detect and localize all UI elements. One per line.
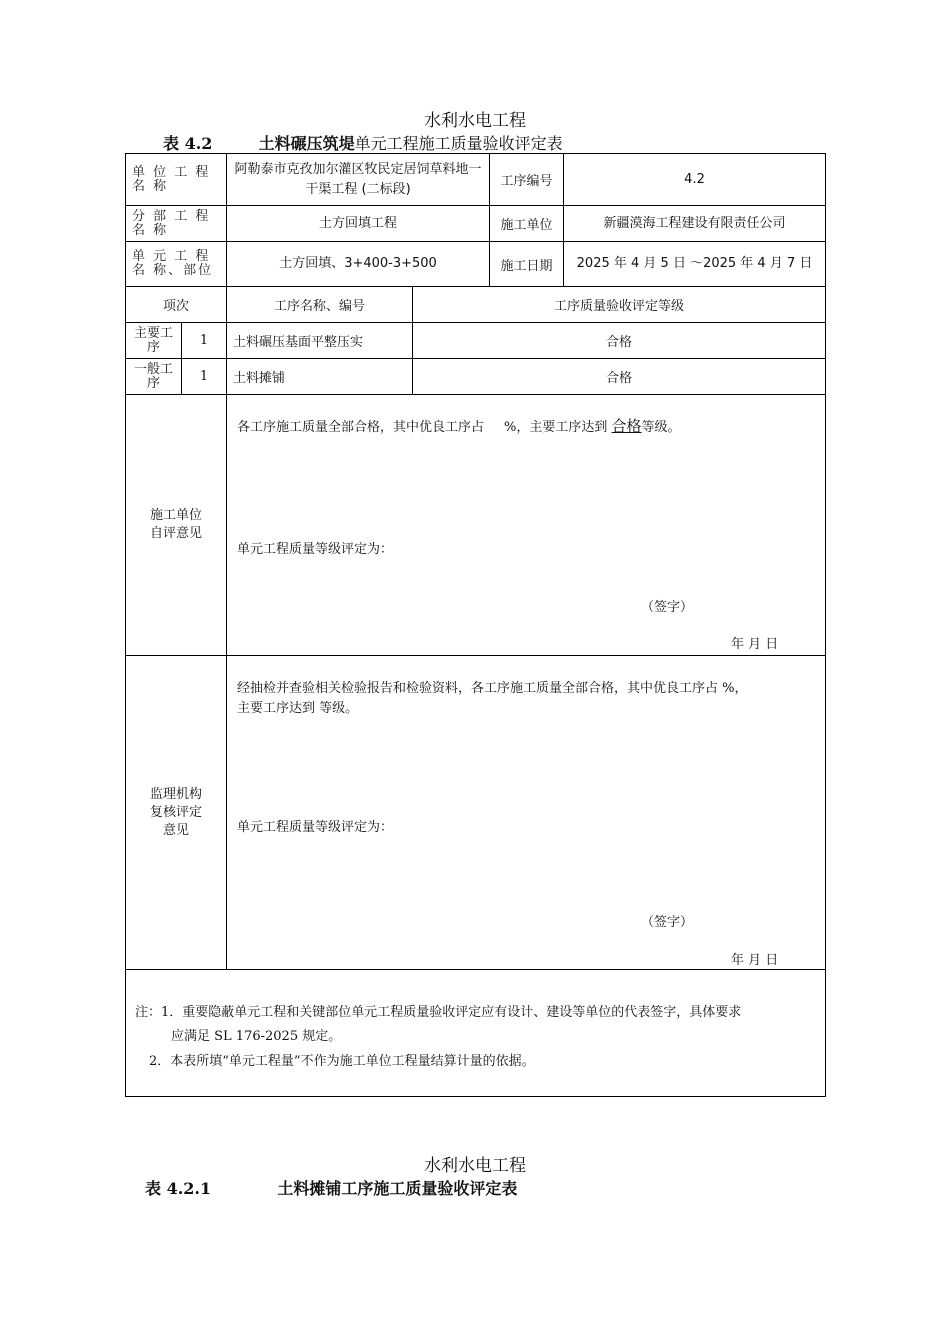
self-eval-content	[227, 395, 826, 656]
doc-header: 水利水电工程	[424, 111, 526, 131]
table-number: 表 4.2	[163, 134, 213, 153]
table-title	[163, 131, 563, 154]
evaluation-table	[125, 153, 826, 1097]
date-label: 施工日期	[490, 242, 564, 287]
process-no-value: 4.2	[564, 154, 826, 206]
col-name: 工序名称、编号	[227, 287, 413, 323]
doc2-title	[145, 1176, 517, 1199]
process-no-label: 工序编号	[490, 154, 564, 206]
contractor-label: 施工单位	[490, 206, 564, 242]
unit-project-value: 阿勒泰市克孜加尔灌区牧民定居饲草料地一干渠工程 (二标段)	[227, 154, 490, 206]
doc2-table-title: 土料摊铺工序施工质量验收评定表	[277, 1179, 518, 1198]
table-title-bold: 土料碾压筑堤	[258, 134, 355, 153]
supervisor-eval-text-2: 主要工序达到 等级。	[237, 701, 359, 716]
note-1b: 应满足 SL 176-2025 规定。	[171, 1029, 342, 1044]
contractor-value: 新疆漠海工程建设有限责任公司	[564, 206, 826, 242]
self-eval-text-b: %，主要工序达到	[504, 420, 608, 435]
row-name: 土料摊铺	[227, 359, 413, 395]
supervisor-eval-text-1: 经抽检并查验相关检验报告和检验资料，各工序施工质量全部合格，其中优良工序占 %，	[237, 681, 748, 696]
self-eval-sign: （签字）	[641, 600, 694, 615]
notes	[126, 970, 826, 1097]
unit-project-label: 单 位 工 程 名 称	[126, 154, 227, 206]
date-value: 2025 年 4 月 5 日 ～2025 年 4 月 7 日	[564, 242, 826, 287]
self-eval-text-a: 各工序施工质量全部合格，其中优良工序占	[237, 420, 485, 435]
row-type: 一般工序	[126, 359, 182, 395]
supervisor-eval-label: 监理机构复核评定意见	[126, 656, 227, 970]
self-eval-grade: 合格	[611, 417, 642, 435]
doc2-table-number: 表 4.2.1	[145, 1179, 212, 1198]
element-value: 土方回填、3+400-3+500	[227, 242, 490, 287]
table-title-rest: 单元工程施工质量验收评定表	[354, 134, 563, 153]
self-eval-label: 施工单位自评意见	[126, 395, 227, 656]
note-2: 2．本表所填“单元工程量”不作为施工单位工程量结算计量的依据。	[149, 1054, 535, 1069]
table-row	[126, 359, 826, 395]
note-1a: 注：1．重要隐蔽单元工程和关键部位单元工程质量验收评定应有设计、建设等单位的代表签字，具体要求	[135, 1005, 742, 1020]
self-eval-rating-line: 单元工程质量等级评定为：	[237, 542, 394, 557]
row-grade: 合格	[413, 323, 826, 359]
supervisor-eval-rating-line: 单元工程质量等级评定为：	[237, 820, 394, 835]
row-no: 1	[182, 323, 227, 359]
row-grade: 合格	[413, 359, 826, 395]
self-eval-date: 年 月 日	[731, 637, 779, 652]
self-eval-text-c: 等级。	[641, 420, 681, 435]
row-name: 土料碾压基面平整压实	[227, 323, 413, 359]
col-grade: 工序质量验收评定等级	[413, 287, 826, 323]
sub-project-value: 土方回填工程	[227, 206, 490, 242]
supervisor-eval-sign: （签字）	[641, 915, 694, 930]
element-label: 单 元 工 程 名 称、部位	[126, 242, 227, 287]
col-item: 项次	[126, 287, 227, 323]
sub-project-label: 分 部 工 程 名 称	[126, 206, 227, 242]
doc2-header: 水利水电工程	[424, 1156, 526, 1176]
supervisor-eval-content	[227, 656, 826, 970]
row-no: 1	[182, 359, 227, 395]
row-type: 主要工序	[126, 323, 182, 359]
table-row	[126, 323, 826, 359]
supervisor-eval-date: 年 月 日	[731, 953, 779, 968]
